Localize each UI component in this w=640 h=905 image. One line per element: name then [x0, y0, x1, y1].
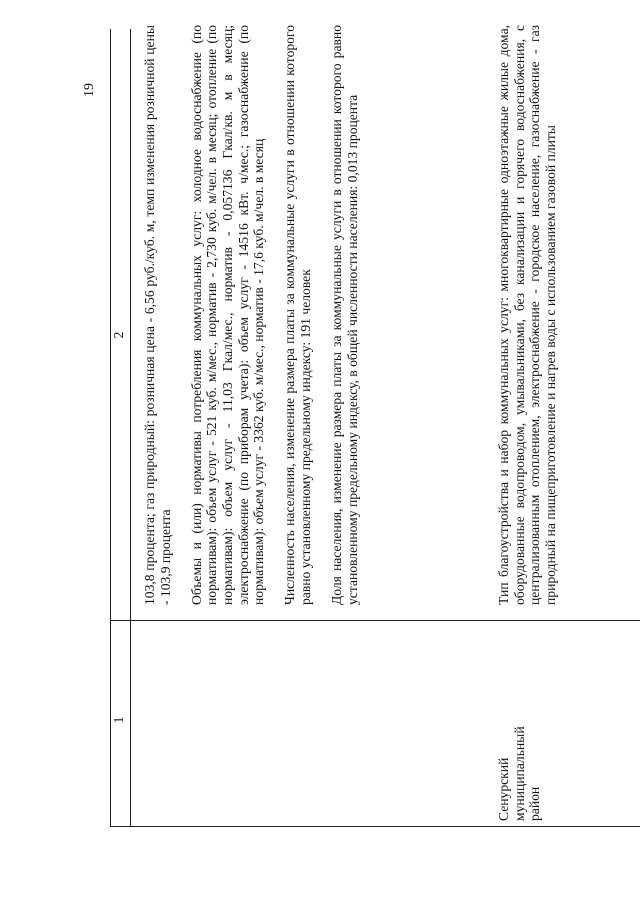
top-continuation-cell — [142, 25, 360, 605]
table-left-border — [110, 826, 640, 827]
paragraph-population-count: Численность населения, изменение размера платы за коммунальные услуги в отношении которого равно установленному предельному индексу: 191 человек — [282, 25, 313, 605]
municipality-name: Сенурский муниципальный район — [496, 726, 543, 821]
table-top-border — [110, 29, 111, 827]
senur-district-cell — [496, 25, 558, 605]
column-header-2: 2 — [112, 331, 127, 339]
header-row-border — [130, 29, 131, 827]
column-header-1: 1 — [112, 716, 127, 724]
paragraph-population-share: Доля населения, изменение размера платы за коммунальные услуги в отношении которого равно установленному предельному индексу, в общей численности населения: 0,013 процента — [329, 25, 360, 605]
paragraph-consumption-volumes: Объемы и (или) нормативы потребления коммунальных услуг: холодное водоснабжение (по нормативам): объем услуг - 521 куб. м/мес., норматив - 2,730 куб. м/чел. в месяц; отопление (по нормативам): объем услуг - 11,03 Гкал/мес., норматив - 0,057136 Гкал/кв. м в месяц; электроснабжение (по приборам учета): объем услуг - 14516 кВт. ч/мес.; газоснабжение (по нормативам): объем услуг - 3362 куб. м/мес., норматив - 17,6 куб. м/чел. в месяц — [188, 25, 267, 605]
page-number: 19 — [82, 83, 97, 97]
paragraph-prices: 103,8 процента; газ природный: розничная цена - 6,56 руб./куб. м, темп изменения розничной цены - 103,9 процента — [142, 25, 173, 605]
column-divider — [110, 620, 640, 621]
paragraph-utilities-type: Тип благоустройства и набор коммунальных услуг: многоквартирные одноэтажные жилые дома, оборудованные водопроводом, умывальниками, без канализации и горячего водоснабжения, с централизованным отоплением, электроснабжение - городское население, газоснабжение - газ природный на пищеприготовление и нагрев воды с использованием газовой плиты — [496, 25, 558, 605]
